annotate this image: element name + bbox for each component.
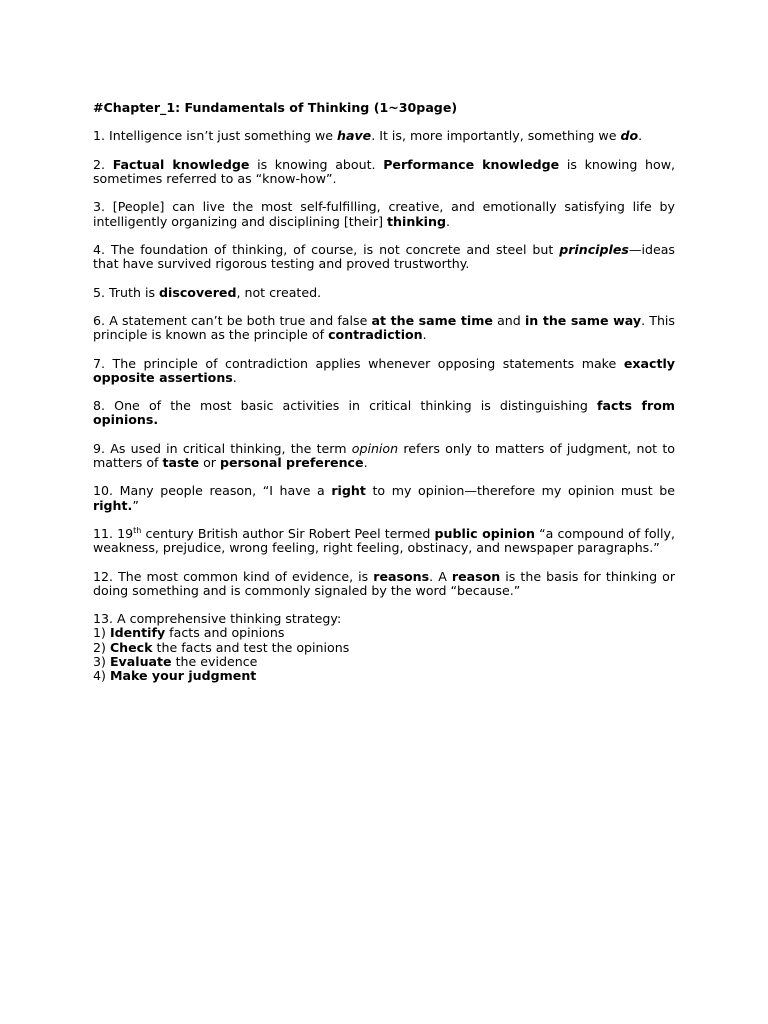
text-run: . — [445, 213, 450, 229]
step-number: 1) — [93, 625, 110, 641]
bold-text: reasons — [373, 568, 430, 584]
bold-text: facts from opinions. — [93, 398, 675, 428]
bold-text: right — [331, 483, 366, 499]
strategy-heading: 13. A comprehensive thinking strategy: — [93, 611, 342, 627]
text-run: to my opinion—therefore my opinion must be — [365, 483, 676, 499]
bold-italic-text — [337, 128, 371, 143]
text-run: 12. The most common kind of evidence, is — [93, 568, 374, 584]
bold-text: thinking — [387, 213, 446, 229]
text-run: . This principle is known as the principle of — [93, 312, 675, 343]
text-run: ” — [132, 497, 139, 513]
strategy-step — [93, 626, 675, 640]
italic-text: opinion — [351, 440, 399, 456]
note-item-p2 — [93, 158, 675, 186]
text-run: 2. — [93, 156, 113, 172]
text-run: —ideas that have survived rigorous testing and proved trustworthy. — [93, 241, 675, 272]
text-run: 3. [People] can live the most self-fulfilling, creative, and emotionally satisfying life by intelligently organizing and disciplining [their] — [93, 199, 675, 229]
text-run: or — [199, 454, 220, 470]
strategy-step — [93, 669, 675, 683]
bold-text: Factual knowledge — [112, 156, 250, 172]
text-run: refers only to matters of judgment, not to matters of — [93, 440, 675, 470]
emphasis-text: have — [337, 128, 372, 144]
bold-text: exactly opposite assertions — [93, 355, 675, 385]
text-run: . — [363, 454, 368, 470]
text-run: “a compound of folly, weakness, prejudice, wrong feeling, right feeling, obstinacy, and newspaper paragraphs.” — [93, 525, 675, 556]
note-item-p9 — [93, 442, 675, 470]
bold-text: public opinion — [434, 525, 535, 541]
strategy-steps — [93, 626, 675, 683]
step-keyword: Evaluate — [109, 653, 172, 669]
bold-text: reason — [451, 568, 501, 584]
text-run: . It is, more importantly, something we — [371, 128, 621, 144]
text-run: , not created. — [236, 284, 322, 300]
step-keyword: Identify — [109, 625, 166, 641]
chapter-title: #Chapter_1: Fundamentals of Thinking (1~30page) — [93, 100, 458, 115]
emphasis-text: do — [620, 128, 639, 144]
step-number: 2) — [93, 639, 110, 655]
text-run: . A — [429, 568, 452, 584]
text-run: and — [492, 312, 525, 328]
bold-text: taste — [162, 454, 200, 470]
thinking-strategy — [93, 612, 675, 683]
text-run: . — [422, 327, 427, 343]
text-run: century British author Sir Robert Peel termed — [141, 525, 435, 541]
note-item-p12 — [93, 570, 675, 598]
text-run: . — [232, 369, 237, 385]
text-run: 11. 19 — [93, 525, 134, 541]
text-run: 9. As used in critical thinking, the term — [93, 440, 352, 456]
step-number: 4) — [93, 667, 110, 683]
emphasis-text: principles — [559, 241, 629, 257]
note-item-p6 — [93, 314, 675, 342]
strategy-step — [93, 655, 675, 669]
bold-text: contradiction — [328, 327, 423, 343]
bold-text: discovered — [159, 284, 237, 300]
bold-text: personal preference — [219, 454, 364, 470]
bold-italic-text — [620, 128, 638, 143]
step-keyword: Make your judgment — [109, 667, 257, 683]
step-text: the evidence — [171, 653, 258, 669]
text-run: . — [638, 128, 643, 144]
text-run: 7. The principle of contradiction applies whenever opposing statements make — [93, 355, 624, 371]
bold-text: at the same time — [371, 312, 493, 328]
text-run: 10. Many people reason, “I have a — [93, 483, 332, 499]
note-item-p7 — [93, 357, 675, 385]
strategy-step — [93, 641, 675, 655]
bold-text: right. — [93, 497, 133, 513]
bold-text: Performance knowledge — [383, 156, 560, 172]
note-item-p1 — [93, 129, 675, 143]
note-item-p5 — [93, 286, 675, 300]
bold-italic-text — [559, 242, 629, 257]
step-text: the facts and test the opinions — [152, 639, 350, 655]
step-text: facts and opinions — [165, 625, 285, 641]
note-item-p10 — [93, 484, 675, 512]
text-run: is knowing about. — [249, 156, 384, 172]
step-number: 3) — [93, 653, 110, 669]
text-run: 6. A statement can’t be both true and false — [93, 312, 372, 328]
note-list — [93, 129, 675, 598]
note-item-p11 — [93, 527, 675, 555]
step-keyword: Check — [109, 639, 153, 655]
text-run: 8. One of the most basic activities in critical thinking is distinguishing — [93, 398, 598, 414]
superscript-text: th — [133, 525, 142, 535]
text-run: 5. Truth is — [93, 284, 160, 300]
text-run: 1. Intelligence isn’t just something we — [93, 128, 337, 144]
document-page — [93, 101, 675, 683]
bold-text: in the same way — [524, 312, 642, 328]
note-item-p3 — [93, 200, 675, 228]
text-run: is the basis for thinking or doing something and is commonly signaled by the word “because.” — [93, 568, 675, 598]
note-item-p4 — [93, 243, 675, 271]
note-item-p8 — [93, 399, 675, 427]
text-run: is knowing how, sometimes referred to as “know-how”. — [93, 156, 675, 186]
text-run: 4. The foundation of thinking, of course, is not concrete and steel but — [93, 241, 560, 257]
